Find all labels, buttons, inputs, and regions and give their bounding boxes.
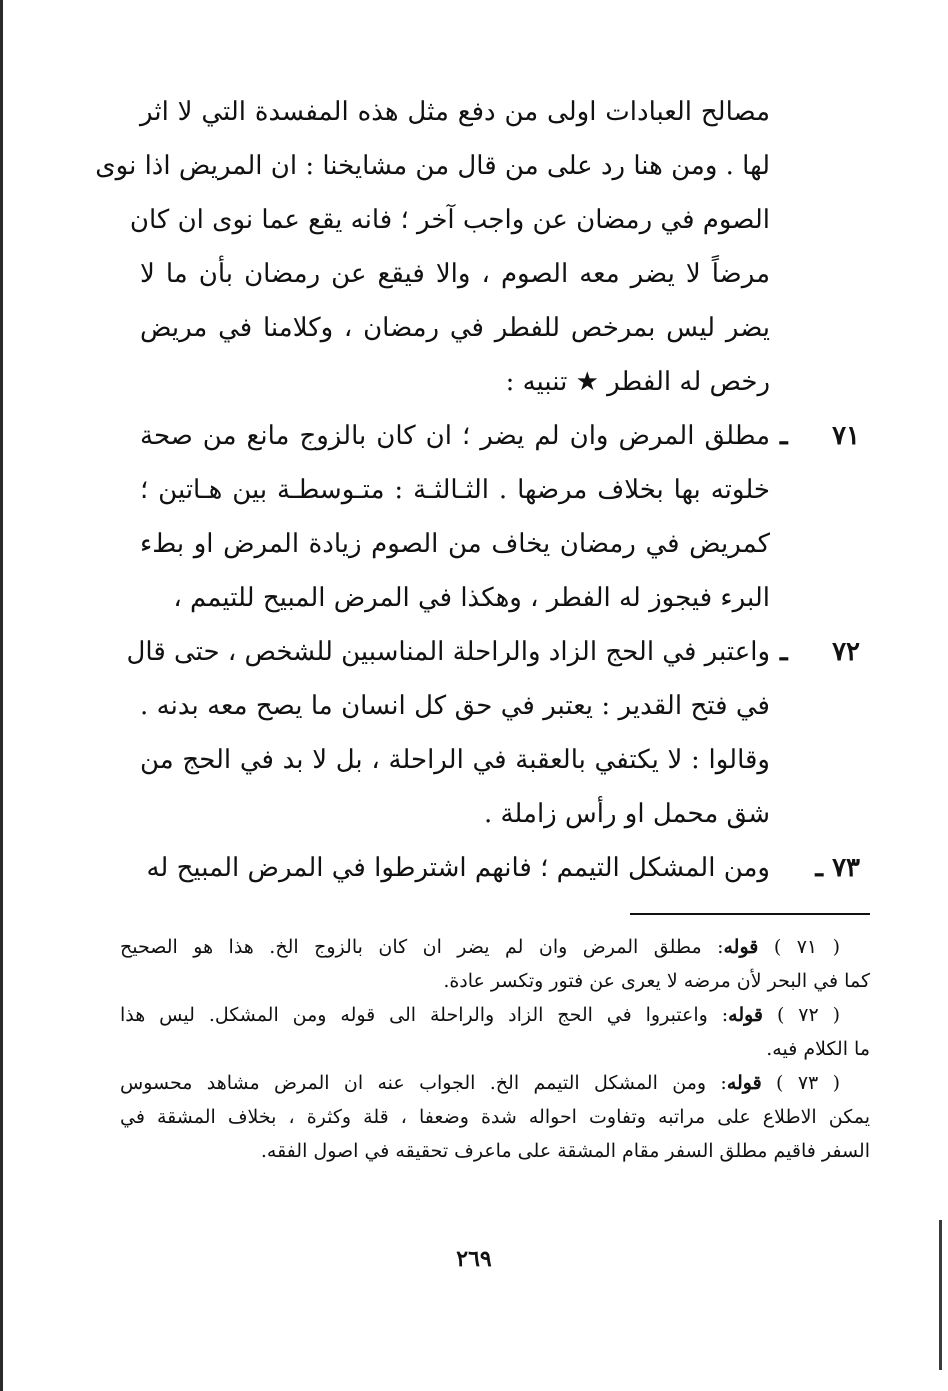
footnote-label: قوله	[723, 936, 759, 958]
text-line-content: واعتبر في الحج الزاد والراحلة المناسبين للشخص ، حتى قال	[126, 637, 770, 667]
footnote-71-line-2	[120, 964, 870, 998]
text-line-content: مطلق المرض وان لم يضر ؛ ان كان بالزوج مانع من صحة	[140, 421, 770, 451]
footnotes	[120, 930, 870, 1168]
text-line-content: البرء فيجوز له الفطر ، وهكذا في المرض المبيح للتيمم ،	[173, 583, 770, 613]
text-line-content: كمريض في رمضان يخاف من الصوم زيادة المرض او بطء	[140, 529, 770, 559]
text-line	[140, 463, 860, 517]
text-line-content: يضر ليس بمرخص للفطر في رمضان ، وكلامنا في مريض	[140, 313, 770, 343]
footnote-72-line-1	[120, 998, 870, 1032]
footnote-ref-73: ( ٧٣ )	[776, 1072, 841, 1094]
text-line	[140, 679, 860, 733]
text-line-content: شق محمل او رأس زاملة .	[483, 799, 770, 829]
footnote-73-line-1	[120, 1066, 870, 1100]
footnote-text: السفر فاقيم مطلق السفر مقام المشقة على ماعرف تحقيقه في اصول الفقه.	[260, 1140, 870, 1162]
footnote-separator	[630, 913, 870, 915]
scan-edge-right	[939, 1220, 942, 1370]
text-line	[140, 517, 860, 571]
text-line-content: خلوته بها بخلاف مرضها . الثـالثـة : متـوسطـة بين هـاتين ؛	[140, 475, 770, 505]
text-line	[140, 355, 860, 409]
footnote-text: : واعتبروا في الحج الزاد والراحلة الى قوله ومن المشكل. ليس هذا	[120, 1004, 729, 1026]
footnote-text: : ومن المشكل التيمم الخ. الجواب عنه ان المرض مشاهد محسوس	[120, 1072, 727, 1094]
scan-edge-left	[0, 0, 3, 1391]
item-number-72: ٧٢ ـ	[780, 637, 860, 667]
item-71-line	[140, 409, 860, 463]
text-line	[95, 139, 860, 193]
text-line	[140, 787, 860, 841]
main-text	[95, 85, 860, 895]
text-line-content: وقالوا : لا يكتفي بالعقبة في الراحلة ، بل لا بد في الحج من	[140, 745, 770, 775]
item-number-71: ٧١ ـ	[780, 421, 860, 451]
footnote-73-line-2	[120, 1100, 870, 1134]
footnote-text: كما في البحر لأن مرضه لا يعرى عن فتور وتكسر عادة.	[443, 970, 870, 992]
text-line	[140, 301, 860, 355]
text-line	[140, 733, 860, 787]
text-line-content: ومن المشكل التيمم ؛ فانهم اشترطوا في المرض المبيح له	[146, 853, 770, 883]
footnote-text: ما الكلام فيه.	[766, 1038, 870, 1060]
footnote-ref-72: ( ٧٢ )	[776, 1004, 841, 1026]
item-73-line	[140, 841, 860, 895]
item-72-line	[126, 625, 860, 679]
footnote-72-line-2	[120, 1032, 870, 1066]
text-line-content: مرضاً لا يضر معه الصوم ، والا فيقع عن رمضان بأن ما لا	[140, 259, 770, 289]
text-line	[140, 85, 860, 139]
footnote-label: قوله	[726, 1072, 762, 1094]
text-line-content: في فتح القدير : يعتبر في حق كل انسان ما يصح معه بدنه .	[140, 691, 770, 721]
footnote-text: : مطلق المرض وان لم يضر ان كان بالزوج الخ. هذا هو الصحيح	[120, 936, 724, 958]
text-line-content: الصوم في رمضان عن واجب آخر ؛ فانه يقع عما نوى ان كان	[129, 205, 770, 235]
footnote-label: قوله	[728, 1004, 764, 1026]
text-line	[140, 571, 860, 625]
item-number-73: ٧٣ ـ	[815, 853, 860, 883]
text-line	[129, 193, 860, 247]
page-number: ٢٦٩	[456, 1246, 492, 1272]
text-line-content: لها . ومن هنا رد على من قال من مشايخنا : ان المريض اذا نوى	[95, 151, 770, 181]
footnote-ref-71: ( ٧١ )	[773, 936, 841, 958]
footnote-73-line-3	[120, 1134, 870, 1168]
text-line-content: رخص له الفطر ★ تنبيه :	[505, 367, 770, 397]
text-line-content: مصالح العبادات اولى من دفع مثل هذه المفسدة التي لا اثر	[140, 97, 770, 127]
footnote-text: يمكن الاطلاع على مراتبه وتفاوت احواله شدة وضعفا ، قلة وكثرة ، بخلاف المشقة في	[120, 1106, 870, 1128]
footnote-71-line-1	[120, 930, 870, 964]
text-line	[140, 247, 860, 301]
